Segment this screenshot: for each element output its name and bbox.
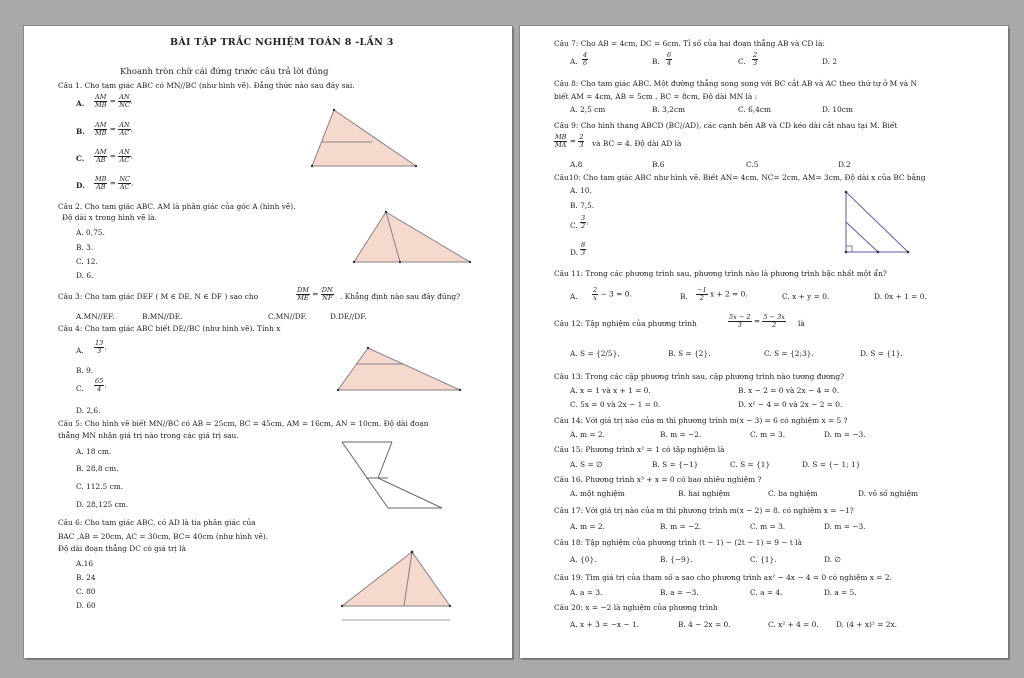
q3-opt-c: C.MN//DF.	[268, 312, 308, 321]
q4-opt-b: B. 9.	[76, 366, 94, 375]
q1-opt-c: C.	[76, 154, 85, 163]
q14-opt-b: B. m = −2.	[660, 430, 702, 439]
q16-opt-d: D. vô số nghiệm	[858, 489, 918, 498]
q4-opt-a: A.	[76, 346, 84, 355]
q14-opt-a: A. m = 2.	[570, 430, 605, 439]
q7-stem: Câu 7: Cho AB = 4cm, DC = 6cm. Tỉ số của hai đoạn thẳng AB và CD là:	[554, 39, 825, 48]
q18-opt-b: B. {−9}.	[660, 555, 693, 564]
q11-opt-c: C. x + y = 0.	[782, 292, 830, 301]
q20-opt-b: B. 4 − 2x = 0.	[678, 620, 731, 629]
q17-opt-d: D. m = −3.	[824, 522, 866, 531]
q18-opt-d: D. ∅	[824, 555, 841, 564]
q6-stem-1: Câu 6: Cho tam giác ABC, có AD là tia phân giác của	[58, 518, 256, 527]
q8-opt-a: A. 2,5 cm	[570, 105, 606, 114]
q12-opt-c: C. S = {2;3}.	[764, 349, 814, 358]
q6-opt-c: C. 80	[76, 587, 96, 596]
q12-stem: Câu 12: Tập nghiệm của phương trình	[554, 319, 697, 328]
q15-opt-b: B. S = {−1}	[652, 460, 699, 469]
q2-stem-2: Độ dài x trong hình vẽ là.	[62, 213, 157, 222]
q5-opt-b: B. 28,8 cm.	[76, 464, 119, 473]
q1-stem: Câu 1. Cho tam giác ABC có MN//BC (như hình vẽ). Đẳng thức nào sau đây sai.	[58, 81, 355, 90]
q11-opt-b: B.	[680, 292, 688, 301]
q7-opt-b: B.	[652, 57, 660, 66]
q5-opt-c: C. 112.5 cm.	[76, 482, 124, 491]
page-right: Câu 7: Cho AB = 4cm, DC = 6cm. Tỉ số của hai đoạn thẳng AB và CD là: A. $\frac{4}{6}$ B. $\frac{6}{4}$ C. $\frac{2}{3}$ D. 2 Câu 8: Cho tam giác ABC. Một đường thẳng song song với BC cắt AB và AC theo thứ tự ở M và N biết AM = 4cm, AB = 5cm , BC = 8cm, Độ dài MN là : A. 2,5 cm B. 3,2cm C. 6,4cm D. 10cm Câu 9: Cho hình thang ABCD (BC//AD), các cạnh bên AB và CD kéo dài cắt nhau tại M. Biết $\frac{MB}{MA}$ = $\frac{2}{3}$ và BC = 4. Độ dài AD là A.8 B.6 C.5 D.2 Câu10: Cho tam giác ABC như hình vẽ. Biết AN= 4cm, NC= 2cm, AM= 3cm, Độ dài x của BC bằng A. 10. B. 7,5. C. $\frac{3}{2}$ . D. $\frac{8}{3}$ Câu 11: Trong các phương trình sau, phương trình nào là phương trình bậc nhất một ẩn? A. $\frac{2}{x}$ − 3 = 0. B. $\frac{-1}{2}$ x + 2 = 0. C. x + y = 0. D. 0x + 1 = 0. Câu 12: Tập nghiệm của phương trình $\frac{5x - 2}{3}$ = $\frac{5 - 3x}{2}$ là A. S = {2/5}. B. S = {2}. C. S = {2;3}. D. S = {1}. Câu 13: Trong các cặp phương trình sau, cặp phương trình nào tương đương? A. x = 1 và x + 1 = 0. B. x − 2 = 0 và 2x − 4 = 0. C. 5x = 0 và 2x − 1 = 0. D. x² − 4 = 0 và 2x − 2 = 0. Câu 14: Với giá trị nào của m thì phương trình m(x − 3) = 6 có nghiệm x = 5 ? A. m = 2. B. m = −2. C. m = 3. D. m = −3. Câu 15: Phương trình x² = 1 có tập nghiệm là A. S = ∅ B. S = {−1} C. S = {1} D. S = {− 1; 1} Câu 16. Phương trình x³ + x = 0 có bao nhiêu nghiệm ? A. một nghiệm B. hai nghiệm C. ba nghiệm D. vô số nghiệm Câu 17: Với giá trị nào của m thì phương trình m(x − 2) = 8. có nghiệm x = −1? A. m = 2. B. m = −2. C. m = 3. D. m = −3. Câu 18: Tập nghiệm của phương trình (t − 1) − (2t − 1) = 9 − t là A. {0}. B. {−9}. C. {1}. D. ∅ Câu 19: Tìm giá trị của tham số a sao cho phương trình ax² − 4x − 4 = 0 có nghiệm x = 2. A. a = 3. B. a = −3. C. a = 4. D. a = 5. Câu 20: x = −2 là nghiệm của phương trình A. x + 3 = −x − 1. B. 4 − 2x = 0. C. x² + 4 = 0. D. (4 + x)² = 2x.	[520, 26, 1008, 658]
q6-stem-2: BAC ,AB = 20cm, AC = 30cm, BC= 40cm (như hình vẽ).	[58, 532, 269, 541]
instruction: Khoanh tròn chữ cái đứng trước câu trả lời đúng	[120, 67, 329, 77]
q8-stem-2: biết AM = 4cm, AB = 5cm , BC = 8cm, Độ dài MN là :	[554, 92, 758, 101]
page-title: BÀI TẬP TRẮC NGHIỆM TOÁN 8 -LẦN 3	[170, 37, 394, 48]
q13-opt-d: D. x² − 4 = 0 và 2x − 2 = 0.	[738, 400, 843, 409]
q19-opt-b: B. a = −3.	[660, 588, 699, 597]
q7-opt-a: A.	[570, 57, 578, 66]
q4-triangle-figure	[334, 344, 464, 394]
q20-opt-d: D. (4 + x)² = 2x.	[836, 620, 897, 629]
q16-opt-c: C. ba nghiệm	[768, 489, 818, 498]
q19-stem: Câu 19: Tìm giá trị của tham số a sao cho phương trình ax² − 4x − 4 = 0 có nghiệm x = 2.	[554, 573, 892, 582]
q8-stem-1: Câu 8: Cho tam giác ABC. Một đường thẳng song song với BC cắt AB và AC theo thứ tự ở M và N	[554, 79, 918, 88]
q14-opt-d: D. m = −3.	[824, 430, 866, 439]
q11-opt-a: A.	[570, 292, 578, 301]
q20-opt-c: C. x² + 4 = 0.	[768, 620, 819, 629]
q9-stem-1: Câu 9: Cho hình thang ABCD (BC//AD), các cạnh bên AB và CD kéo dài cắt nhau tại M. Biết	[554, 121, 898, 130]
q6-opt-a: A.16	[76, 559, 94, 568]
q17-opt-b: B. m = −2.	[660, 522, 702, 531]
q17-stem: Câu 17: Với giá trị nào của m thì phương trình m(x − 2) = 8. có nghiệm x = −1?	[554, 506, 854, 515]
q14-stem: Câu 14: Với giá trị nào của m thì phương trình m(x − 3) = 6 có nghiệm x = 5 ?	[554, 416, 848, 425]
q6-opt-b: B. 24	[76, 573, 96, 582]
q6-opt-d: D. 60	[76, 601, 96, 610]
q9-opt-d: D.2	[838, 160, 851, 169]
q13-opt-b: B. x − 2 = 0 và 2x − 4 = 0.	[738, 386, 840, 395]
q7-opt-c: C.	[738, 57, 746, 66]
q2-opt-d: D. 6.	[76, 271, 94, 280]
q9-opt-b: B.6	[652, 160, 665, 169]
q12-opt-b: B. S = {2}.	[668, 349, 711, 358]
q6-stem-3: Độ dài đoạn thẳng DC có giá trị là	[58, 544, 186, 553]
q3-opt-a: A.MN//EF.	[76, 312, 115, 321]
q18-opt-a: A. {0}.	[570, 555, 597, 564]
q2-opt-c: C. 12.	[76, 257, 98, 266]
q15-opt-c: C. S = {1}	[730, 460, 771, 469]
q12-opt-a: A. S = {2/5}.	[570, 349, 620, 358]
q2-opt-b: B. 3.	[76, 243, 94, 252]
q4-opt-c: C.	[76, 384, 84, 393]
q10-right-triangle-figure	[838, 188, 914, 258]
q3-opt-d: D.DE//DF.	[330, 312, 367, 321]
q13-opt-a: A. x = 1 và x + 1 = 0.	[570, 386, 651, 395]
q8-opt-b: B. 3,2cm	[652, 105, 686, 114]
q1-opt-d: D.	[76, 181, 85, 190]
q19-opt-c: C. a = 4.	[750, 588, 783, 597]
q11-opt-d: D. 0x + 1 = 0.	[874, 292, 927, 301]
q10-opt-d: D.	[570, 248, 579, 257]
q1-triangle-figure	[306, 100, 422, 172]
q20-opt-a: A. x + 3 = −x − 1.	[570, 620, 639, 629]
q2-triangle-figure	[350, 206, 474, 266]
q13-stem: Câu 13: Trong các cặp phương trình sau, cặp phương trình nào tương đương?	[554, 372, 845, 381]
q12-opt-d: D. S = {1}.	[860, 349, 903, 358]
q14-opt-c: C. m = 3.	[750, 430, 786, 439]
q3-stem: Câu 3: Cho tam giác DEF ( M ∈ DE, N ∈ DF ) sao cho	[58, 292, 259, 301]
q10-opt-c: C.	[570, 221, 578, 230]
q12-tail: là	[798, 319, 805, 328]
q2-stem-1: Câu 2. Cho tam giác ABC. AM là phân giác của góc A (hình vẽ).	[58, 202, 296, 211]
q5-opt-a: A. 18 cm.	[76, 447, 112, 456]
q1-opt-a: A.	[76, 99, 85, 108]
q5-opt-d: D. 28,125 cm.	[76, 500, 129, 509]
q5-stem-2: thẳng MN nhận giá trị nào trong các giá trị sau.	[58, 431, 239, 440]
page-left: BÀI TẬP TRẮC NGHIỆM TOÁN 8 -LẦN 3 Khoanh tròn chữ cái đứng trước câu trả lời đúng Câu 1. Cho tam giác ABC có MN//BC (như hình vẽ). Đẳng thức nào sau đây sai. A. $\frac{AM}{MB}$ = $\frac{AN}{NC}$ . B. $\frac{AM}{MB}$ = $\frac{AN}{AC}$ . C. $\frac{AM}{AB}$ = $\frac{AN}{AC}$ . D. $\frac{MB}{AB}$ = $\frac{NC}{AC}$ . Câu 2. Cho tam giác ABC. AM là phân giác của góc A (hình vẽ). Độ dài x trong hình vẽ là. A. 0,75. B. 3. C. 12. D. 6. Câu 3: Cho tam giác DEF ( M ∈ DE, N ∈ DF ) sao cho $\frac{DM}{ME}$ = $\frac{DN}{NF}$ . Khẳng định nào sau đây đúng? A.MN//EF. B.MN//DE. C.MN//DF. D.DE//DF. Câu 4: Cho tam giác ABC biết DE//BC (như hình vẽ). Tính x A. $\frac{13}{3}$ . B. 9. C. $\frac{65}{4}$ . D. 2,6. Câu 5: Cho hình vẽ biết MN//BC có AB = 25cm, BC = 45cm, AM = 16cm, AN = 10cm. Độ dài đoạn thẳng MN nhận giá trị nào trong các giá trị sau. A. 18 cm. B. 28,8 cm. C. 112.5 cm. D. 28,125 cm. Câu 6: Cho tam giác ABC, có AD là tia phân giác của BAC ,AB = 20cm, AC = 30cm, BC= 40cm (như hình vẽ). Độ dài đoạn thẳng DC có giá trị là A.16 B. 24 C. 80 D. 60	[24, 26, 512, 658]
q5-stem-1: Câu 5: Cho hình vẽ biết MN//BC có AB = 25cm, BC = 45cm, AM = 16cm, AN = 10cm. Độ dài đoạn	[58, 419, 429, 428]
q16-opt-a: A. một nghiệm	[570, 489, 625, 498]
q19-opt-d: D. a = 5.	[824, 588, 857, 597]
q16-opt-b: B. hai nghiệm	[678, 489, 731, 498]
q16-stem: Câu 16. Phương trình x³ + x = 0 có bao nhiêu nghiệm ?	[554, 475, 762, 484]
q15-opt-d: D. S = {− 1; 1}	[802, 460, 861, 469]
q2-opt-a: A. 0,75.	[76, 228, 105, 237]
q10-opt-b: B. 7,5.	[570, 201, 595, 210]
q19-opt-a: A. a = 3.	[570, 588, 603, 597]
q4-stem: Câu 4: Cho tam giác ABC biết DE//BC (như hình vẽ). Tính x	[58, 324, 281, 333]
q13-opt-c: C. 5x = 0 và 2x − 1 = 0.	[570, 400, 661, 409]
q9-opt-c: C.5	[746, 160, 759, 169]
q9-stem-2: và BC = 4. Độ dài AD là	[592, 139, 682, 148]
q7-opt-d: D. 2	[822, 57, 838, 66]
q10-opt-a: A. 10.	[570, 186, 592, 195]
q8-opt-c: C. 6,4cm	[738, 105, 771, 114]
q9-opt-a: A.8	[570, 160, 583, 169]
q3-opt-b: B.MN//DE.	[142, 312, 183, 321]
q5-figure	[338, 438, 448, 514]
q1-opt-b: B.	[76, 127, 85, 136]
q8-opt-d: D. 10cm	[822, 105, 853, 114]
q17-opt-a: A. m = 2.	[570, 522, 605, 531]
q10-stem: Câu10: Cho tam giác ABC như hình vẽ. Biết AN= 4cm, NC= 2cm, AM= 3cm, Độ dài x của BC bằng	[554, 173, 926, 182]
q15-stem: Câu 15: Phương trình x² = 1 có tập nghiệm là	[554, 445, 725, 454]
q20-stem: Câu 20: x = −2 là nghiệm của phương trình	[554, 603, 718, 612]
q17-opt-c: C. m = 3.	[750, 522, 786, 531]
q18-opt-c: C. {1}.	[750, 555, 777, 564]
q18-stem: Câu 18: Tập nghiệm của phương trình (t − 1) − (2t − 1) = 9 − t là	[554, 538, 802, 547]
q11-stem: Câu 11: Trong các phương trình sau, phương trình nào là phương trình bậc nhất một ẩn?	[554, 269, 887, 278]
q15-opt-a: A. S = ∅	[570, 460, 603, 469]
q4-opt-d: D. 2,6.	[76, 406, 101, 415]
q3-tail: . Khẳng định nào sau đây đúng?	[340, 292, 461, 301]
q6-triangle-figure	[336, 546, 456, 626]
